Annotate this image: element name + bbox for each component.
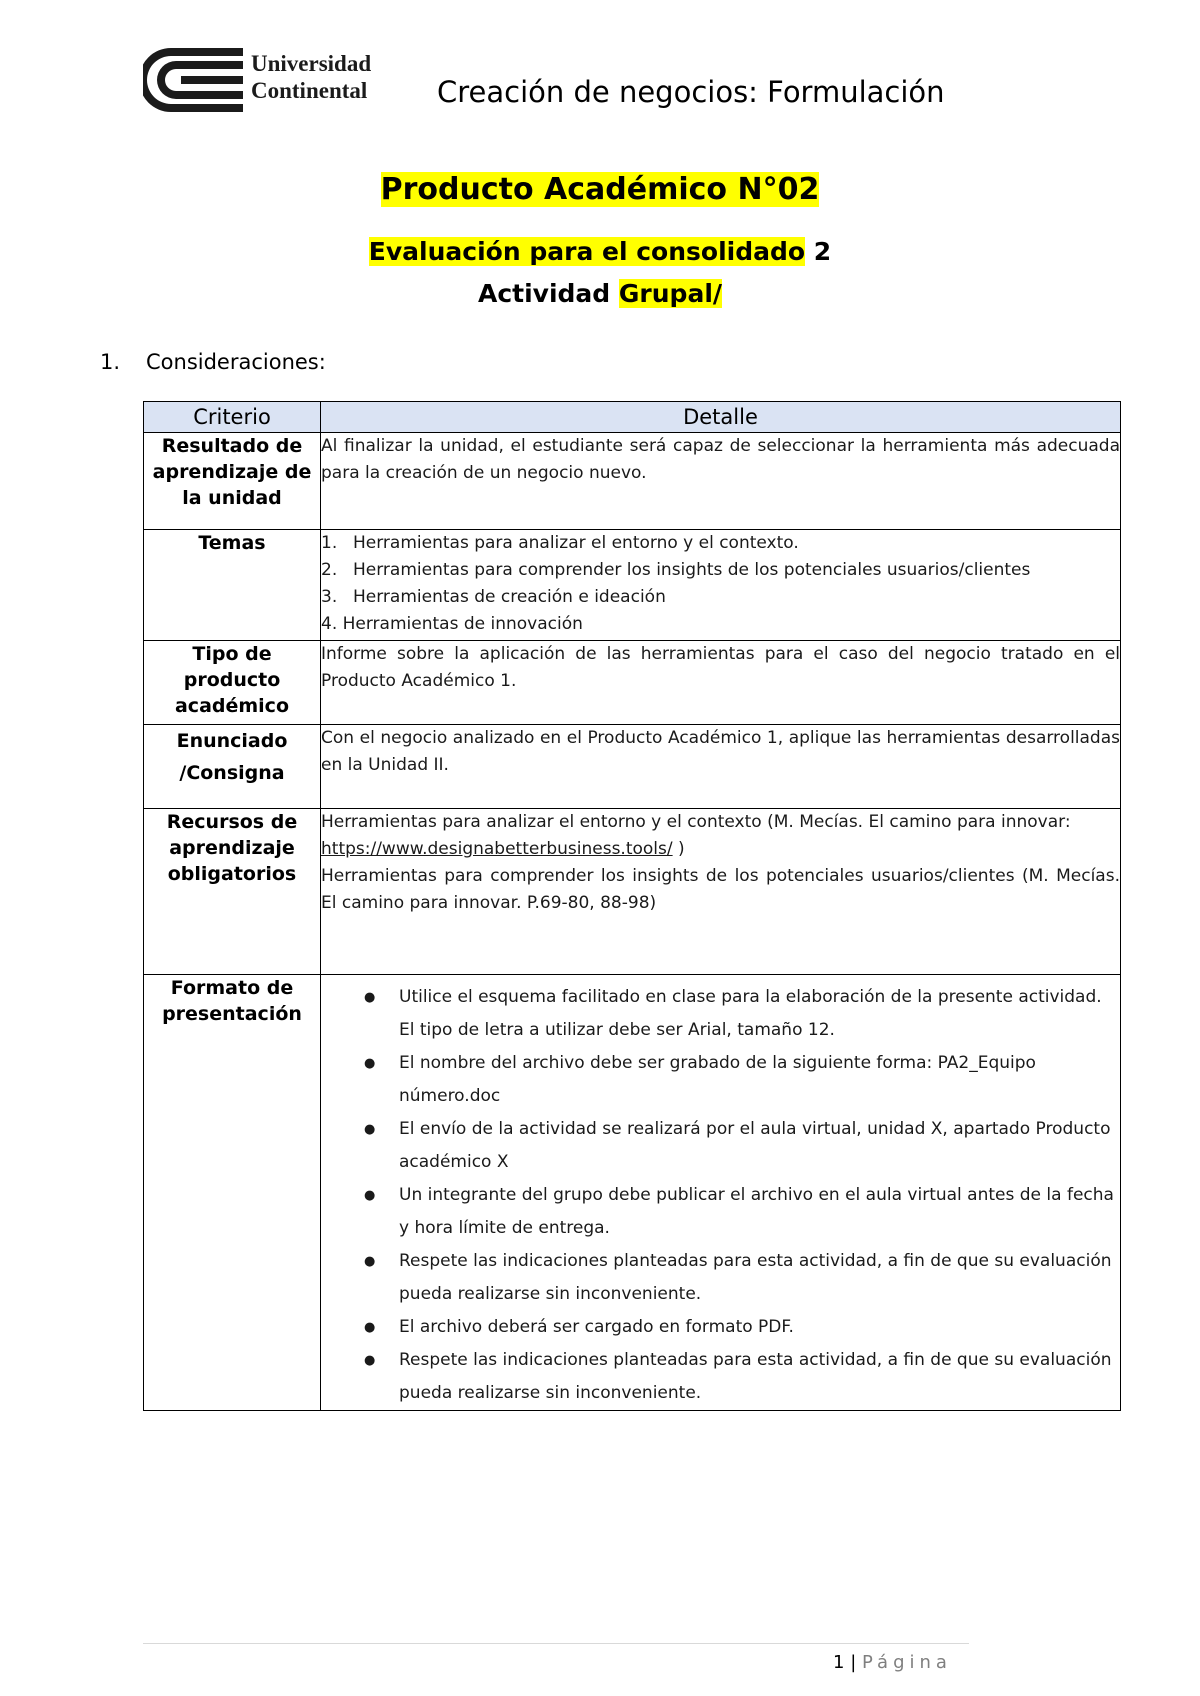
section-label: Consideraciones: [146,350,326,374]
bullet-icon: ● [364,1254,376,1269]
product-title [0,172,1200,207]
activity-prefix: Actividad [477,279,611,308]
bullet-icon: ● [364,1056,376,1071]
list-item: ● El envío de la actividad se realizará por el aula virtual, unidad X, apartado Producto académico X [321,1113,1120,1179]
detail-cell [321,975,1121,1411]
footer-separator: | [850,1652,857,1673]
list-item: 2. Herramientas para comprender los insights de los potenciales usuarios/clientes [321,560,1031,580]
bullet-icon: ● [364,1122,376,1137]
list-item: ● Un integrante del grupo debe publicar el archivo en el aula virtual antes de la fecha y hora límite de entrega. [321,1179,1120,1245]
document-title: Creación de negocios: Formulación [437,75,945,109]
section-number: 1. [100,350,121,374]
topics-list [321,530,1120,638]
detail-cell: Informe sobre la aplicación de las herramientas para el caso del negocio tratado en el Producto Académico 1. [321,641,1121,725]
bullet-icon: ● [364,1320,376,1335]
list-item: ● Respete las indicaciones planteadas para esta actividad, a fin de que su evaluación pueda realizarse sin inconveniente. [321,1344,1120,1410]
resource-link-line: https://www.designabetterbusiness.tools/ ) [321,839,685,859]
activity-line [0,279,1200,308]
evaluation-line [0,237,1200,266]
criterion-cell: Tipo de producto académico [144,641,321,725]
list-item: ● El nombre del archivo debe ser grabado de la siguiente forma: PA2_Equipo número.doc [321,1047,1120,1113]
header-criterio: Criterio [144,402,321,433]
row-recursos [144,809,1121,975]
activity-type: Grupal/ [618,279,723,308]
bullet-icon: ● [364,1188,376,1203]
logo-line-1: Universidad [251,51,372,76]
row-formato [144,975,1121,1411]
criterion-cell: Enunciado /Consigna [144,725,321,809]
list-item: ● Utilice el esquema facilitado en clase para la elaboración de la presente actividad. El tipo de letra a utilizar debe ser Arial, tamaño 12. [321,981,1120,1047]
criterion-cell: Temas [144,530,321,641]
criterion-cell: Recursos de aprendizaje obligatorios [144,809,321,975]
criterion-cell: Formato de presentación [144,975,321,1411]
list-item: 4. Herramientas de innovación [321,614,583,634]
row-tipo [144,641,1121,725]
evaluation-text: Evaluación para el consolidado [368,237,806,266]
bullet-icon: ● [364,1353,376,1368]
header-detalle: Detalle [321,402,1121,433]
section-heading [100,350,326,374]
format-bullet-list [321,981,1120,1410]
bullet-icon: ● [364,990,376,1005]
row-temas [144,530,1121,641]
product-title-text: Producto Académico N°02 [380,172,820,207]
detail-cell: Con el negocio analizado en el Producto Académico 1, aplique las herramientas desarrolladas en la Unidad II. [321,725,1121,809]
list-item: ● Respete las indicaciones planteadas para esta actividad, a fin de que su evaluación pueda realizarse sin inconveniente. [321,1245,1120,1311]
resource-line-1: Herramientas para analizar el entorno y el contexto (M. Mecías. El camino para innovar: [321,812,1071,832]
logo-line-2: Continental [251,78,368,103]
row-enunciado [144,725,1121,809]
list-item: 3. Herramientas de creación e ideación [321,587,666,607]
footer-divider [143,1643,969,1644]
detail-cell [321,809,1121,975]
table-header-row [144,402,1121,433]
list-item: 1. Herramientas para analizar el entorno y el contexto. [321,533,799,553]
row-resultado [144,433,1121,530]
resource-link[interactable]: https://www.designabetterbusiness.tools/ [321,839,673,859]
detail-cell: Al finalizar la unidad, el estudiante será capaz de seleccionar la herramienta más adecuada para la creación de un negocio nuevo. [321,433,1121,530]
logo-text [251,50,371,104]
criterion-cell: Resultado de aprendizaje de la unidad [144,433,321,530]
list-item: ● El archivo deberá ser cargado en formato PDF. [321,1311,1120,1344]
resource-line-2: Herramientas para comprender los insights de los potenciales usuarios/clientes (M. Mecías. El camino para innovar. P.69-80, 88-98) [321,866,1120,913]
page-label: Página [862,1652,952,1673]
considerations-table [143,401,1121,1411]
page-number: 1 [833,1652,845,1673]
evaluation-number: 2 [813,237,832,266]
detail-cell [321,530,1121,641]
page-footer [833,1652,952,1673]
